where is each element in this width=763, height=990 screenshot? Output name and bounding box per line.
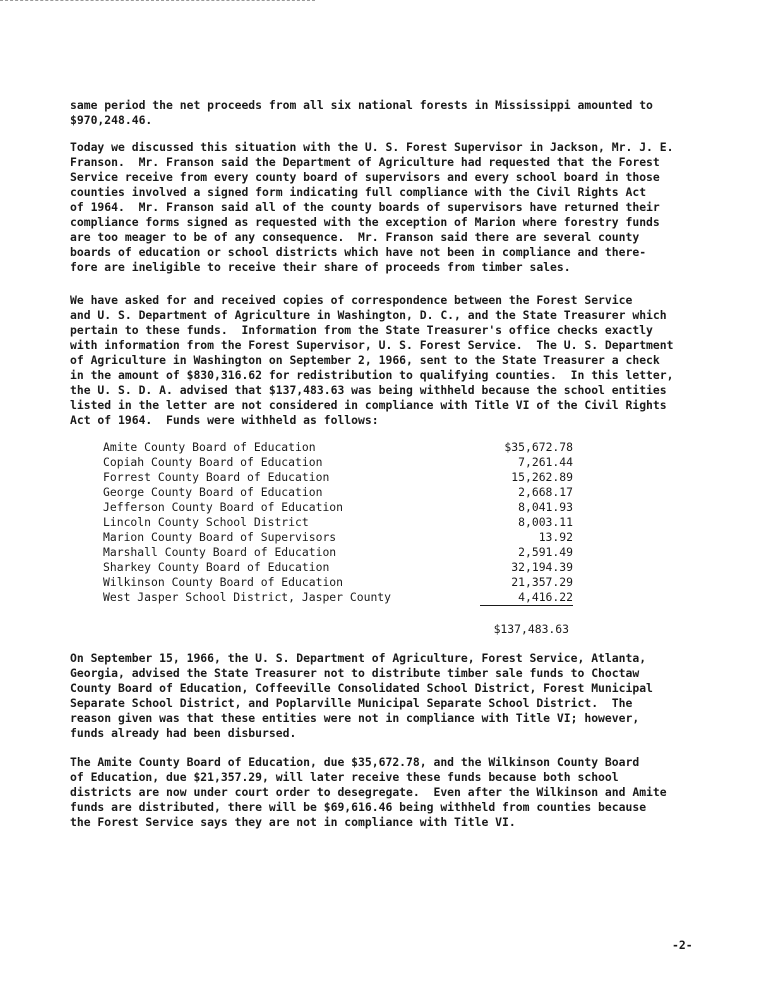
entity-name: Marion County Board of Supervisors	[103, 530, 337, 544]
table-row	[103, 485, 573, 500]
withheld-amount: 15,262.89	[511, 470, 573, 484]
table-row	[103, 545, 573, 560]
entity-name: Forrest County Board of Education	[103, 470, 330, 484]
paragraph-net-proceeds: same period the net proceeds from all six national forests in Mississippi amounted to $970,248.46.	[70, 98, 653, 127]
top-dashed-rule	[0, 0, 315, 1]
withheld-amount: $35,672.78	[504, 440, 573, 454]
paragraph-correspondence: We have asked for and received copies of correspondence between the Forest Service and U. S. Department of Agriculture in Washington, D. C., and the State Treasurer which pertain to these funds. Information from the State Treasurer's office checks exactly with information from the Forest Supervisor, U. S. Forest Service. The U. S. Department of Agriculture in Washington on September 2, 1966, sent to the State Treasurer a check in the amount of $830,316.62 for redistribution to qualifying counties. In this letter, the U. S. D. A. advised that $137,483.63 was being withheld because the school entities listed in the letter are not considered in compliance with Title VI of the Civil Rights Act of 1964. Funds were withheld as follows:	[70, 293, 674, 427]
table-row	[103, 560, 573, 575]
table-row	[103, 515, 573, 530]
withheld-amount: 8,003.11	[518, 515, 573, 529]
entity-name: George County Board of Education	[103, 485, 323, 499]
entity-name: Amite County Board of Education	[103, 440, 316, 454]
withheld-amount: 2,591.49	[518, 545, 573, 559]
withheld-amount: 21,357.29	[511, 575, 573, 589]
paragraph-court-order: The Amite County Board of Education, due $35,672.78, and the Wilkinson County Board of Education, due $21,357.29, will later receive these funds because both school districts are now under court order to desegregate. Even after the Wilkinson and Amite funds are distributed, there will be $69,616.46 being withheld from counties because the Forest Service says they are not in compliance with Title VI.	[70, 755, 667, 829]
entity-name: Lincoln County School District	[103, 515, 309, 529]
entity-name: West Jasper School District, Jasper County	[103, 590, 392, 604]
entity-name: Jefferson County Board of Education	[103, 500, 344, 514]
table-row	[103, 440, 573, 455]
withheld-amount: 13.92	[538, 530, 573, 544]
table-row	[103, 590, 573, 606]
page-number: -2-	[672, 938, 693, 952]
withheld-total: $137,483.63	[493, 622, 569, 636]
withheld-funds-body	[103, 440, 573, 606]
paragraph-atlanta-advice: On September 15, 1966, the U. S. Department of Agriculture, Forest Service, Atlanta, Georgia, advised the State Treasurer not to distribute timber sale funds to Choctaw County Board of Education, Coffeeville Consolidated School District, Forest Municipal Separate School District, and Poplarville Municipal Separate School District. The reason given was that these entities were not in compliance with Title VI; however, funds already had been disbursed.	[70, 651, 653, 740]
withheld-amount: 2,668.17	[518, 485, 573, 499]
table-row	[103, 530, 573, 545]
table-row	[103, 575, 573, 590]
entity-name: Marshall County Board of Education	[103, 545, 337, 559]
withheld-amount: 8,041.93	[518, 500, 573, 514]
withheld-amount: 7,261.44	[518, 455, 573, 469]
withheld-funds-table	[103, 440, 573, 606]
entity-name: Copiah County Board of Education	[103, 455, 323, 469]
entity-name: Sharkey County Board of Education	[103, 560, 330, 574]
table-row	[103, 470, 573, 485]
withheld-amount: 32,194.39	[511, 560, 573, 574]
table-row	[103, 500, 573, 515]
withheld-amount: 4,416.22	[480, 590, 573, 606]
table-row	[103, 455, 573, 470]
paragraph-forest-supervisor: Today we discussed this situation with the U. S. Forest Supervisor in Jackson, Mr. J. E. Franson. Mr. Franson said the Department of Agriculture had requested that the Forest Service receive from every county board of supervisors and every school board in those counties involved a signed form indicating full compliance with the Civil Rights Act of 1964. Mr. Franson said all of the county boards of supervisors have returned their compliance forms signed as requested with the exception of Marion where forestry funds are too meager to be of any consequence. Mr. Franson said there are several county boards of education or school districts which have not been in compliance and there- fore are ineligible to receive their share of proceeds from timber sales.	[70, 140, 674, 274]
entity-name: Wilkinson County Board of Education	[103, 575, 344, 589]
